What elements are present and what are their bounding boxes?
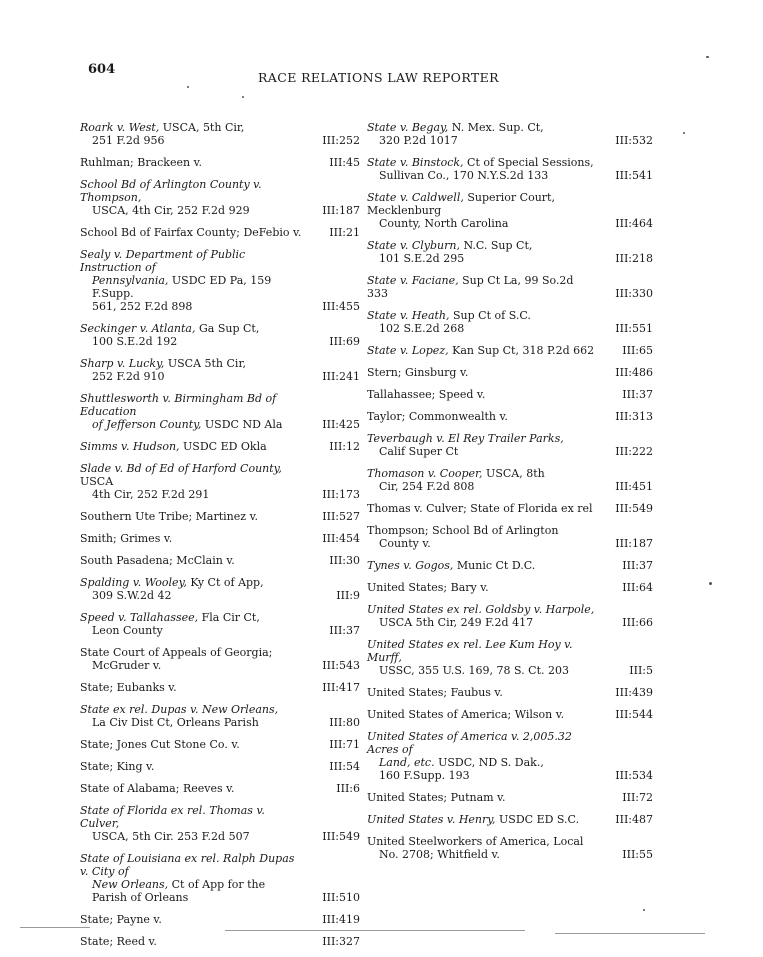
entry-text: Tallahassee; Speed v. <box>367 388 486 401</box>
entry-text: School Bd of Fairfax County; DeFebio v. <box>80 226 302 239</box>
case-name-italic: State v. Clyburn, <box>367 239 460 252</box>
citation-reference: III:66 <box>622 616 653 629</box>
entry-text: Sullivan Co., 170 N.Y.S.2d 133 <box>379 169 549 182</box>
case-name-italic: Sealy v. Department of Public Instruction of <box>80 248 246 274</box>
entry-line <box>80 760 302 773</box>
entry-line <box>80 440 302 453</box>
entry-text: 101 S.E.2d 295 <box>379 252 465 265</box>
case-name-italic: Land, etc. <box>379 756 435 769</box>
entry-text: Ct of App for the <box>168 878 266 891</box>
citation-reference: III:9 <box>336 589 360 602</box>
case-name-italic: State of Florida ex rel. Thomas v. Culver, <box>80 804 265 830</box>
index-column-right <box>367 121 653 870</box>
entry-text: USDC ED Pa, 159 F.Supp. <box>92 274 272 300</box>
entry-line <box>367 134 595 147</box>
entry-line <box>80 738 302 751</box>
entry-text: USDC, ND S. Dak., <box>434 756 544 769</box>
citation-reference: III:65 <box>622 344 653 357</box>
index-column-left <box>80 121 360 957</box>
citation-reference: III:187 <box>615 537 653 550</box>
entry-line <box>367 217 595 230</box>
entry-line <box>367 502 595 515</box>
index-entry <box>367 366 653 379</box>
entry-text: United States of America; Wilson v. <box>367 708 565 721</box>
entry-text: 102 S.E.2d 268 <box>379 322 465 335</box>
entry-line <box>80 248 302 274</box>
entry-line <box>367 835 595 848</box>
entry-line <box>80 913 302 926</box>
entry-text: Ga Sup Ct, <box>195 322 260 335</box>
entry-text: USSC, 355 U.S. 169, 78 S. Ct. 203 <box>379 664 569 677</box>
entry-line <box>80 716 302 729</box>
entry-line <box>367 445 595 458</box>
entry-text: N. Mex. Sup. Ct, <box>448 121 544 134</box>
entry-line <box>80 156 302 169</box>
citation-reference: III:510 <box>322 891 360 904</box>
entry-text: Stern; Ginsburg v. <box>367 366 469 379</box>
citation-reference: III:487 <box>615 813 653 826</box>
case-name-italic: State v. Faciane, <box>367 274 459 287</box>
case-name-italic: United States of America v. 2,005.32 Acres of <box>367 730 572 756</box>
index-entry <box>367 559 653 572</box>
case-name-italic: Simms v. Hudson, <box>80 440 180 453</box>
entry-line <box>80 624 302 637</box>
entry-text: Smith; Grimes v. <box>80 532 173 545</box>
index-entry <box>80 440 360 453</box>
scan-speck <box>709 582 712 585</box>
entry-line <box>367 191 595 217</box>
case-name-italic: State v. Binstock, <box>367 156 464 169</box>
case-name-italic: of Jefferson County, <box>92 418 202 431</box>
citation-reference: III:543 <box>322 659 360 672</box>
index-entry <box>367 603 653 629</box>
entry-line <box>367 791 595 804</box>
citation-reference: III:454 <box>322 532 360 545</box>
index-entry <box>367 686 653 699</box>
citation-reference: III:30 <box>329 554 360 567</box>
entry-line <box>367 274 595 300</box>
running-head-title: RACE RELATIONS LAW REPORTER <box>258 70 499 85</box>
index-entry <box>367 432 653 458</box>
case-name-italic: State v. Heath, <box>367 309 450 322</box>
entry-text: Fla Cir Ct, <box>198 611 260 624</box>
entry-text: State; King v. <box>80 760 155 773</box>
entry-line <box>367 344 595 357</box>
index-entry <box>367 274 653 300</box>
entry-text: Parish of Orleans <box>92 891 189 904</box>
case-name-italic: State ex rel. Dupas v. New Orleans, <box>80 703 279 716</box>
citation-reference: III:544 <box>615 708 653 721</box>
entry-line <box>80 322 302 335</box>
scan-speck <box>706 56 709 58</box>
index-entry <box>367 791 653 804</box>
entry-text: Superior Court, Mecklenburg <box>367 191 555 217</box>
citation-reference: III:486 <box>615 366 653 379</box>
entry-text: USCA, 5th Cir, <box>159 121 245 134</box>
citation-reference: III:455 <box>322 300 360 313</box>
entry-line <box>80 462 302 488</box>
index-entry <box>80 392 360 431</box>
scan-speck <box>242 96 244 98</box>
citation-reference: III:6 <box>336 782 360 795</box>
citation-reference: III:45 <box>329 156 360 169</box>
entry-text: Cir, 254 F.2d 808 <box>379 480 475 493</box>
citation-reference: III:218 <box>615 252 653 265</box>
entry-line <box>367 322 595 335</box>
case-name-italic: New Orleans, <box>92 878 169 891</box>
index-entry <box>367 410 653 423</box>
scan-speck <box>683 132 685 134</box>
index-entry <box>367 813 653 826</box>
index-entry <box>80 322 360 348</box>
index-entry <box>367 708 653 721</box>
index-entry <box>367 239 653 265</box>
entry-text: USDC ED S.C. <box>495 813 580 826</box>
entry-text: USCA 5th Cir, <box>164 357 246 370</box>
citation-reference: III:241 <box>322 370 360 383</box>
citation-reference: III:549 <box>322 830 360 843</box>
entry-line <box>367 638 595 664</box>
citation-reference: III:417 <box>322 681 360 694</box>
citation-reference: III:252 <box>322 134 360 147</box>
index-entry <box>80 178 360 217</box>
entry-text: Sup Ct La, 99 So.2d 333 <box>367 274 574 300</box>
case-name-italic: State of Louisiana ex rel. Ralph Dupas v. City of <box>80 852 295 878</box>
citation-reference: III:55 <box>622 848 653 861</box>
entry-line <box>80 589 302 602</box>
index-entry <box>367 638 653 677</box>
entry-line <box>367 537 595 550</box>
entry-line <box>80 703 302 716</box>
citation-reference: III:80 <box>329 716 360 729</box>
entry-text: 160 F.Supp. 193 <box>379 769 470 782</box>
scan-edge-line <box>20 927 90 928</box>
case-name-italic: School Bd of Arlington County v. Thompson, <box>80 178 262 204</box>
entry-line <box>367 524 595 537</box>
entry-line <box>80 357 302 370</box>
entry-text: USCA, 4th Cir, 252 F.2d 929 <box>92 204 250 217</box>
entry-text: State of Alabama; Reeves v. <box>80 782 235 795</box>
entry-text: United States; Putnam v. <box>367 791 506 804</box>
entry-text: N.C. Sup Ct, <box>459 239 533 252</box>
citation-reference: III:330 <box>615 287 653 300</box>
entry-line <box>367 769 595 782</box>
index-entry <box>80 804 360 843</box>
index-entry <box>80 554 360 567</box>
entry-text: La Civ Dist Ct, Orleans Parish <box>92 716 259 729</box>
case-name-italic: United States ex rel. Lee Kum Hoy v. Murff, <box>367 638 573 664</box>
index-entry <box>80 738 360 751</box>
case-name-italic: United States ex rel. Goldsby v. Harpole, <box>367 603 595 616</box>
case-name-italic: State v. Lopez, <box>367 344 449 357</box>
index-entry <box>367 121 653 147</box>
index-entry <box>367 581 653 594</box>
index-entry <box>367 730 653 782</box>
case-name-italic: Teverbaugh v. El Rey Trailer Parks, <box>367 432 564 445</box>
entry-line <box>80 891 302 904</box>
entry-line <box>80 576 302 589</box>
entry-line <box>367 603 595 616</box>
entry-text: United States; Bary v. <box>367 581 489 594</box>
entry-line <box>367 467 595 480</box>
entry-text: 320 P.2d 1017 <box>379 134 458 147</box>
scan-edge-line <box>555 933 705 934</box>
entry-line <box>367 581 595 594</box>
index-entry <box>80 681 360 694</box>
entry-line <box>80 830 302 843</box>
entry-line <box>80 532 302 545</box>
index-entry <box>80 703 360 729</box>
entry-line <box>367 388 595 401</box>
citation-reference: III:37 <box>622 388 653 401</box>
entry-line <box>367 730 595 756</box>
scan-speck <box>187 86 189 88</box>
entry-text: State; Payne v. <box>80 913 162 926</box>
citation-reference: III:187 <box>322 204 360 217</box>
index-entry <box>367 524 653 550</box>
entry-text: USCA <box>80 475 114 488</box>
entry-line <box>80 392 302 418</box>
entry-line <box>367 848 595 861</box>
citation-reference: III:425 <box>322 418 360 431</box>
entry-line <box>80 554 302 567</box>
entry-text: No. 2708; Whitfield v. <box>379 848 500 861</box>
entry-text: 251 F.2d 956 <box>92 134 165 147</box>
entry-text: Thompson; School Bd of Arlington <box>367 524 559 537</box>
entry-line <box>367 664 595 677</box>
entry-line <box>367 309 595 322</box>
index-entry <box>367 835 653 861</box>
citation-reference: III:21 <box>329 226 360 239</box>
entry-line <box>367 708 595 721</box>
entry-line <box>80 804 302 830</box>
entry-line <box>80 204 302 217</box>
entry-text: State; Eubanks v. <box>80 681 177 694</box>
index-entry <box>80 782 360 795</box>
index-entry <box>80 760 360 773</box>
entry-line <box>367 616 595 629</box>
entry-line <box>367 432 595 445</box>
citation-reference: III:54 <box>329 760 360 773</box>
entry-text: USDC ED Okla <box>179 440 267 453</box>
index-entry <box>367 344 653 357</box>
citation-reference: III:313 <box>615 410 653 423</box>
citation-reference: III:551 <box>615 322 653 335</box>
entry-line <box>80 782 302 795</box>
scan-speck <box>643 909 645 911</box>
entry-text: Leon County <box>92 624 163 637</box>
case-name-italic: Speed v. Tallahassee, <box>80 611 199 624</box>
citation-reference: III:527 <box>322 510 360 523</box>
entry-text: USCA, 8th <box>482 467 545 480</box>
entry-line <box>367 686 595 699</box>
entry-text: United States; Faubus v. <box>367 686 503 699</box>
index-entry <box>80 226 360 239</box>
scan-edge-line <box>225 930 525 931</box>
citation-reference: III:464 <box>615 217 653 230</box>
case-name-italic: Shuttlesworth v. Birmingham Bd of Education <box>80 392 277 418</box>
citation-reference: III:222 <box>615 445 653 458</box>
index-entry <box>367 502 653 515</box>
entry-text: 252 F.2d 910 <box>92 370 165 383</box>
entry-line <box>80 300 302 313</box>
entry-text: Munic Ct D.C. <box>453 559 536 572</box>
entry-line <box>367 252 595 265</box>
entry-line <box>80 134 302 147</box>
entry-line <box>367 756 595 769</box>
entry-text: Ct of Special Sessions, <box>463 156 594 169</box>
citation-reference: III:439 <box>615 686 653 699</box>
case-name-italic: United States v. Henry, <box>367 813 496 826</box>
index-entry <box>80 646 360 672</box>
entry-text: 100 S.E.2d 192 <box>92 335 178 348</box>
index-entry <box>367 467 653 493</box>
index-entry <box>367 156 653 182</box>
entry-line <box>80 178 302 204</box>
index-entry <box>80 935 360 948</box>
index-entry <box>80 357 360 383</box>
index-entry <box>80 576 360 602</box>
index-entry <box>80 121 360 147</box>
entry-text: State Court of Appeals of Georgia; <box>80 646 273 659</box>
citation-reference: III:5 <box>629 664 653 677</box>
entry-text: 561, 252 F.2d 898 <box>92 300 193 313</box>
entry-line <box>80 488 302 501</box>
case-name-italic: Sharp v. Lucky, <box>80 357 165 370</box>
page-number: 604 <box>88 62 116 77</box>
case-name-italic: Roark v. West, <box>80 121 160 134</box>
citation-reference: III:64 <box>622 581 653 594</box>
index-entry <box>80 532 360 545</box>
entry-line <box>80 335 302 348</box>
citation-reference: III:327 <box>322 935 360 948</box>
citation-reference: III:534 <box>615 769 653 782</box>
entry-line <box>80 370 302 383</box>
citation-reference: III:532 <box>615 134 653 147</box>
case-name-italic: Slade v. Bd of Ed of Harford County, <box>80 462 282 475</box>
entry-line <box>80 274 302 300</box>
citation-reference: III:541 <box>615 169 653 182</box>
citation-reference: III:549 <box>615 502 653 515</box>
entry-line <box>80 852 302 878</box>
index-entry <box>80 611 360 637</box>
case-name-italic: Thomason v. Cooper, <box>367 467 483 480</box>
entry-line <box>80 121 302 134</box>
entry-text: Sup Ct of S.C. <box>449 309 531 322</box>
entry-text: County, North Carolina <box>379 217 509 230</box>
entry-line <box>367 121 595 134</box>
entry-line <box>367 156 595 169</box>
entry-line <box>80 418 302 431</box>
entry-text: United Steelworkers of America, Local <box>367 835 584 848</box>
entry-line <box>80 510 302 523</box>
entry-text: Taylor; Commonwealth v. <box>367 410 508 423</box>
entry-line <box>367 559 595 572</box>
entry-line <box>367 410 595 423</box>
citation-reference: III:69 <box>329 335 360 348</box>
case-name-italic: Pennsylvania, <box>92 274 169 287</box>
entry-text: 309 S.W.2d 42 <box>92 589 172 602</box>
citation-reference: III:72 <box>622 791 653 804</box>
citation-reference: III:173 <box>322 488 360 501</box>
entry-line <box>367 480 595 493</box>
citation-reference: III:37 <box>329 624 360 637</box>
citation-reference: III:419 <box>322 913 360 926</box>
case-name-italic: Tynes v. Gogos, <box>367 559 454 572</box>
index-entry <box>80 510 360 523</box>
entry-line <box>367 169 595 182</box>
entry-line <box>80 935 302 948</box>
entry-text: Ruhlman; Brackeen v. <box>80 156 202 169</box>
case-name-italic: Spalding v. Wooley, <box>80 576 187 589</box>
case-name-italic: State v. Caldwell, <box>367 191 464 204</box>
entry-text: McGruder v. <box>92 659 162 672</box>
citation-reference: III:451 <box>615 480 653 493</box>
entry-line <box>367 239 595 252</box>
index-entry <box>80 852 360 904</box>
entry-text: State; Jones Cut Stone Co. v. <box>80 738 240 751</box>
entry-text: USDC ND Ala <box>201 418 283 431</box>
entry-text: Thomas v. Culver; State of Florida ex rel <box>367 502 593 515</box>
entry-line <box>367 813 595 826</box>
entry-text: USCA 5th Cir, 249 F.2d 417 <box>379 616 534 629</box>
entry-text: State; Reed v. <box>80 935 157 948</box>
index-entry <box>80 913 360 926</box>
case-name-italic: Seckinger v. Atlanta, <box>80 322 196 335</box>
entry-text: County v. <box>379 537 431 550</box>
entry-text: Ky Ct of App, <box>186 576 264 589</box>
index-entry <box>367 388 653 401</box>
index-entry <box>80 248 360 313</box>
entry-line <box>80 646 302 659</box>
case-name-italic: State v. Begay, <box>367 121 449 134</box>
entry-text: Calif Super Ct <box>379 445 459 458</box>
entry-text: Southern Ute Tribe; Martinez v. <box>80 510 258 523</box>
entry-line <box>80 226 302 239</box>
entry-line <box>367 366 595 379</box>
index-entry <box>80 462 360 501</box>
citation-reference: III:71 <box>329 738 360 751</box>
index-entry <box>367 309 653 335</box>
citation-reference: III:12 <box>329 440 360 453</box>
entry-line <box>80 681 302 694</box>
entry-line <box>80 659 302 672</box>
entry-text: 4th Cir, 252 F.2d 291 <box>92 488 210 501</box>
entry-line <box>80 611 302 624</box>
entry-text: Kan Sup Ct, 318 P.2d 662 <box>448 344 595 357</box>
entry-text: South Pasadena; McClain v. <box>80 554 235 567</box>
citation-reference: III:37 <box>622 559 653 572</box>
entry-text: USCA, 5th Cir. 253 F.2d 507 <box>92 830 250 843</box>
index-entry <box>80 156 360 169</box>
index-entry <box>367 191 653 230</box>
entry-line <box>80 878 302 891</box>
